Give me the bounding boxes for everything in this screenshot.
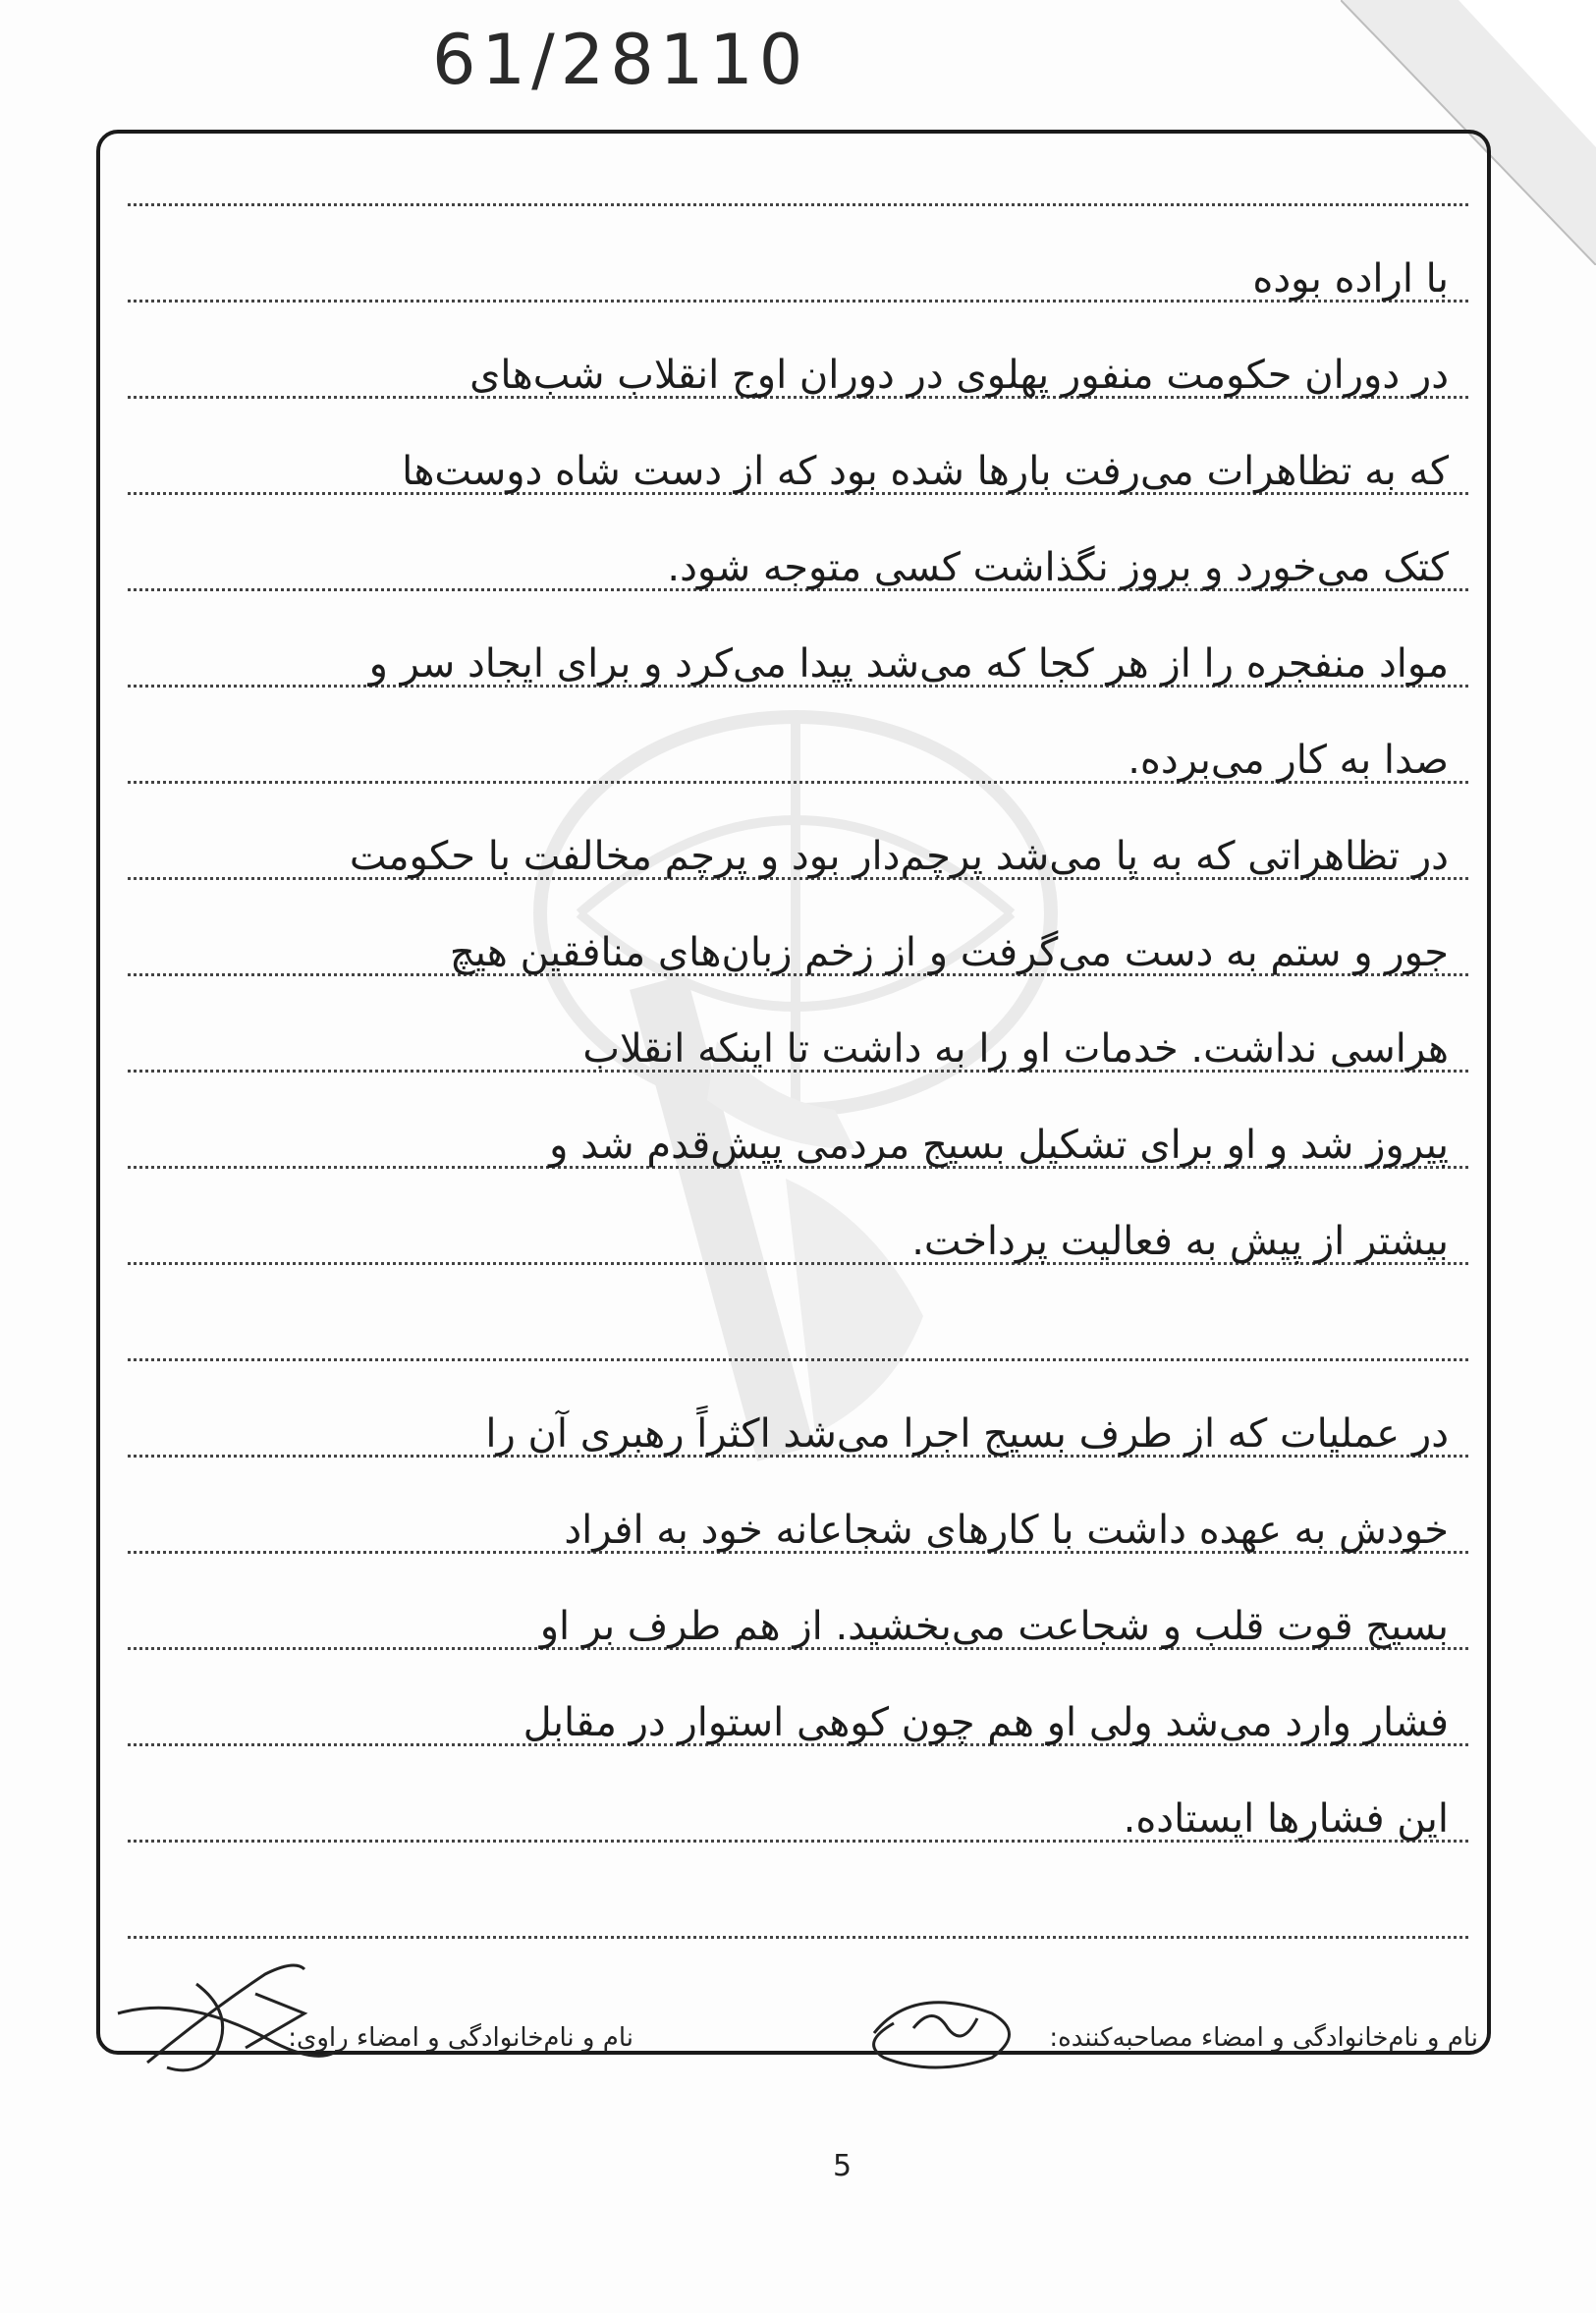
- ruled-line: [128, 1934, 1468, 1939]
- interviewer-label: نام و نام‌خانوادگی و امضاء مصاحبه‌کننده:: [1049, 2023, 1478, 2053]
- handwritten-line-18: این فشارها ایستاده.: [1123, 1796, 1449, 1842]
- handwritten-line-17: فشار وارد می‌شد ولی او هم چون کوهی استوار در مقابل: [523, 1700, 1449, 1745]
- handwritten-line-9: جور و ستم به دست می‌گرفت و از زخم زبان‌های منافقین هیچ: [449, 930, 1449, 975]
- handwritten-line-10: هراسی نداشت. خدمات او را به داشت تا اینکه انقلاب: [582, 1026, 1449, 1072]
- handwritten-line-5: کتک می‌خورد و بروز نگذاشت کسی متوجه شود.: [667, 545, 1449, 590]
- page-number: 5: [833, 2149, 853, 2183]
- handwritten-line-15: خودش به عهده داشت با کارهای شجاعانه خود به افراد: [564, 1508, 1449, 1553]
- handwritten-line-7: صدا به کار می‌برده.: [1128, 738, 1449, 783]
- handwritten-line-4: که به تظاهرات می‌رفت بارها شده بود که از دست شاه دوست‌ها: [402, 449, 1449, 494]
- narrator-label: نام و نام‌خانوادگی و امضاء راوی:: [288, 2023, 633, 2053]
- handwritten-line-6: مواد منفجره را از هر کجا که می‌شد پیدا می‌کرد و برای ایجاد سر و: [368, 641, 1449, 687]
- document-number: 61/28110: [432, 20, 809, 100]
- narrator-signature: [108, 1955, 344, 2082]
- ruled-line: [128, 1356, 1468, 1361]
- interviewer-signature: [854, 1974, 1031, 2082]
- handwritten-line-3: در دوران حکومت منفور پهلوی در دوران اوج انقلاب شب‌های: [469, 353, 1449, 398]
- handwritten-line-16: بسیج قوت قلب و شجاعت می‌بخشید. از هم طرف بر او: [539, 1604, 1449, 1649]
- handwritten-line-2: با اراده بوده: [1252, 256, 1449, 302]
- handwritten-line-8: در تظاهراتی که به پا می‌شد پرچم‌دار بود و پرچم مخالفت با حکومت: [349, 834, 1449, 879]
- handwritten-line-11: پیروز شد و او برای تشکیل بسیج مردمی پیش‌قدم شد و: [549, 1123, 1449, 1168]
- ruled-line: [128, 201, 1468, 206]
- handwritten-line-14: در عملیات که از طرف بسیج اجرا می‌شد اکثراً رهبری آن را: [485, 1411, 1449, 1457]
- handwritten-line-12: بیشتر از پیش به فعالیت پرداخت.: [911, 1219, 1449, 1264]
